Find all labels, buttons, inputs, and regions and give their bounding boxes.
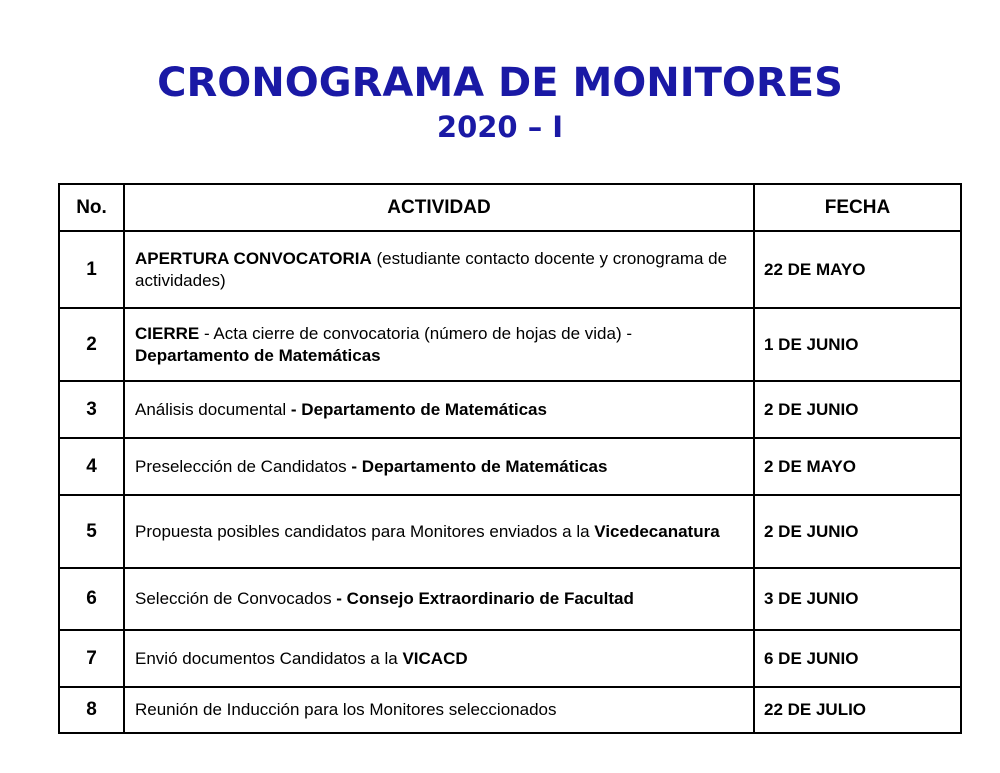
- table-row: [59, 568, 961, 630]
- activity-segment-bold: - Departamento de Matemáticas: [351, 456, 608, 476]
- table-row: [59, 438, 961, 495]
- table-row: [59, 630, 961, 687]
- activity-segment-bold: APERTURA CONVOCATORIA: [135, 248, 372, 268]
- row-number: 2: [59, 308, 124, 381]
- table-row: [59, 381, 961, 438]
- row-number: 3: [59, 381, 124, 438]
- activity-cell: [124, 231, 754, 308]
- col-header-no: No.: [59, 184, 124, 231]
- table-row: [59, 495, 961, 568]
- activity-segment: - Acta cierre de convocatoria (número de hojas de vida) -: [199, 323, 633, 343]
- activity-cell: [124, 568, 754, 630]
- activity-segment: Preselección de Candidatos: [135, 456, 352, 476]
- date-cell: 22 DE MAYO: [754, 231, 961, 308]
- activity-segment: Envió documentos Candidatos a la: [135, 648, 403, 668]
- date-cell: 2 DE MAYO: [754, 438, 961, 495]
- page-subtitle: 2020 – I: [436, 110, 564, 144]
- col-header-fecha: FECHA: [754, 184, 961, 231]
- table-row: [59, 687, 961, 733]
- row-number: 8: [59, 687, 124, 733]
- title-block: [0, 60, 1000, 144]
- activity-segment-bold: - Consejo Extraordinario de Facultad: [336, 589, 634, 608]
- activity-segment-bold: VICACD: [402, 648, 468, 668]
- row-number: 6: [59, 568, 124, 630]
- date-cell: 1 DE JUNIO: [754, 308, 961, 381]
- date-cell: 2 DE JUNIO: [754, 495, 961, 568]
- activity-segment: Reunión de Inducción para los Monitores seleccionados: [135, 700, 557, 719]
- activity-segment: Selección de Convocados: [135, 589, 337, 608]
- activity-segment-bold: - Departamento de Matemáticas: [290, 399, 547, 419]
- activity-cell: [124, 495, 754, 568]
- activity-segment-bold: Departamento de Matemáticas: [135, 345, 381, 365]
- activity-segment-bold: Vicedecanatura: [594, 521, 720, 541]
- row-number: 7: [59, 630, 124, 687]
- date-cell: 2 DE JUNIO: [754, 381, 961, 438]
- date-cell: 3 DE JUNIO: [754, 568, 961, 630]
- activity-segment-bold: CIERRE: [135, 323, 200, 343]
- schedule-table: [58, 183, 962, 734]
- activity-segment: (estudiante contacto docente y cronograma de actividades): [135, 248, 728, 290]
- activity-cell: [124, 438, 754, 495]
- row-number: 1: [59, 231, 124, 308]
- activity-cell: [124, 308, 754, 381]
- page-title: CRONOGRAMA DE MONITORES: [157, 60, 843, 106]
- activity-cell: [124, 687, 754, 733]
- row-number: 4: [59, 438, 124, 495]
- table-row: [59, 231, 961, 308]
- activity-segment: Análisis documental: [135, 399, 291, 419]
- table-header: [59, 184, 961, 231]
- row-number: 5: [59, 495, 124, 568]
- activity-cell: [124, 381, 754, 438]
- col-header-activity: ACTIVIDAD: [124, 184, 754, 231]
- activity-cell: [124, 630, 754, 687]
- activity-segment: Propuesta posibles candidatos para Monitores enviados a la: [135, 521, 595, 541]
- header-row: [59, 184, 961, 231]
- date-cell: 22 DE JULIO: [754, 687, 961, 733]
- date-cell: 6 DE JUNIO: [754, 630, 961, 687]
- table-body: [59, 231, 961, 733]
- table-row: [59, 308, 961, 381]
